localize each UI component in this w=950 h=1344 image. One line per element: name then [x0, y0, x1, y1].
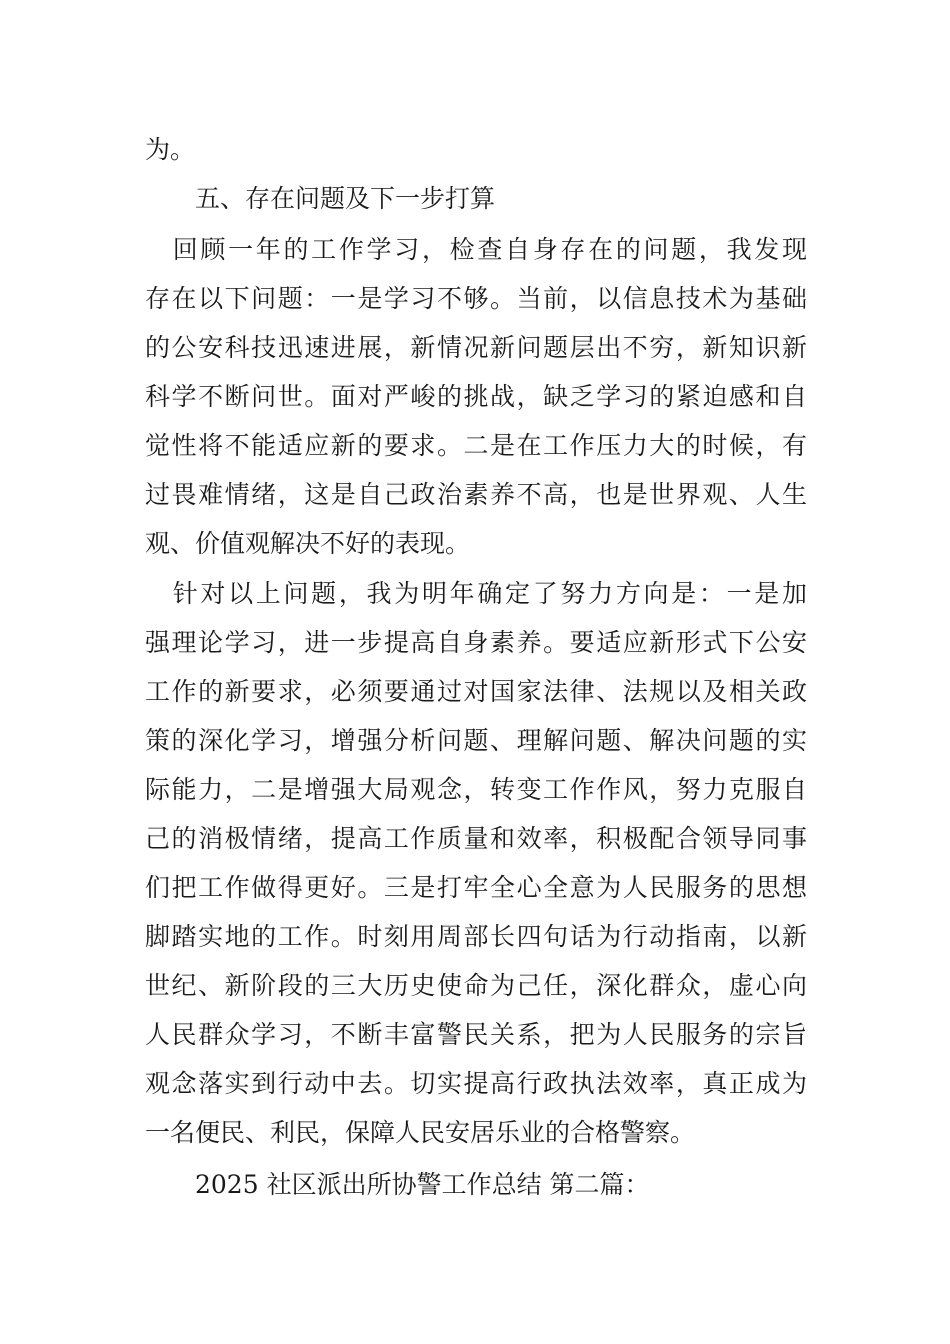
paragraph-line: 工作的新要求，必须要通过对国家法律、法规以及相关政 — [145, 677, 807, 706]
paragraph-line: 己的消极情绪，提高工作质量和效率，积极配合领导同事 — [145, 824, 807, 853]
paragraph-line: 强理论学习，进一步提高自身素养。要适应新形式下公安 — [145, 628, 807, 657]
section-heading: 五、存在问题及下一步打算 — [195, 184, 496, 213]
paragraph-line: 存在以下问题：一是学习不够。当前，以信息技术为基础 — [145, 284, 807, 313]
paragraph-line: 人民群众学习，不断丰富警民关系，把为人民服务的宗旨 — [145, 1020, 807, 1049]
paragraph-line: 觉性将不能适应新的要求。二是在工作压力大的时候，有 — [145, 431, 807, 460]
paragraph-line: 际能力，二是增强大局观念，转变工作作风，努力克服自 — [145, 775, 807, 804]
paragraph-line: 科学不断问世。面对严峻的挑战，缺乏学习的紧迫感和自 — [145, 382, 807, 411]
paragraph-line: 策的深化学习，增强分析问题、理解问题、解决问题的实 — [145, 726, 807, 755]
paragraph-plans — [145, 569, 807, 1157]
paragraph-line: 世纪、新阶段的三大历史使命为己任，深化群众，虚心向 — [145, 971, 807, 1000]
paragraph-line: 观、价值观解决不好的表现。 — [145, 529, 471, 558]
paragraph-line: 针对以上问题，我为明年确定了努力方向是：一是加 — [145, 579, 807, 608]
paragraph-line: 观念落实到行动中去。切实提高行政执法效率，真正成为 — [145, 1069, 807, 1098]
paragraph-problems — [145, 225, 807, 568]
paragraph-line: 过畏难情绪，这是自己政治素养不高，也是世界观、人生 — [145, 480, 807, 509]
paragraph-line: 们把工作做得更好。三是打牢全心全意为人民服务的思想 — [145, 873, 807, 902]
paragraph-line: 脚踏实地的工作。时刻用周部长四句话为行动指南，以新 — [145, 922, 807, 951]
next-section-heading: 2025 社区派出所协警工作总结 第二篇： — [195, 1170, 650, 1199]
continuation-line: 为。 — [145, 135, 196, 164]
paragraph-line: 一名便民、利民，保障人民安居乐业的合格警察。 — [145, 1118, 696, 1147]
paragraph-line: 回顾一年的工作学习，检查自身存在的问题，我发现 — [145, 235, 807, 264]
paragraph-line: 的公安科技迅速进展，新情况新问题层出不穷，新知识新 — [145, 333, 807, 362]
continuation-text — [145, 125, 807, 174]
